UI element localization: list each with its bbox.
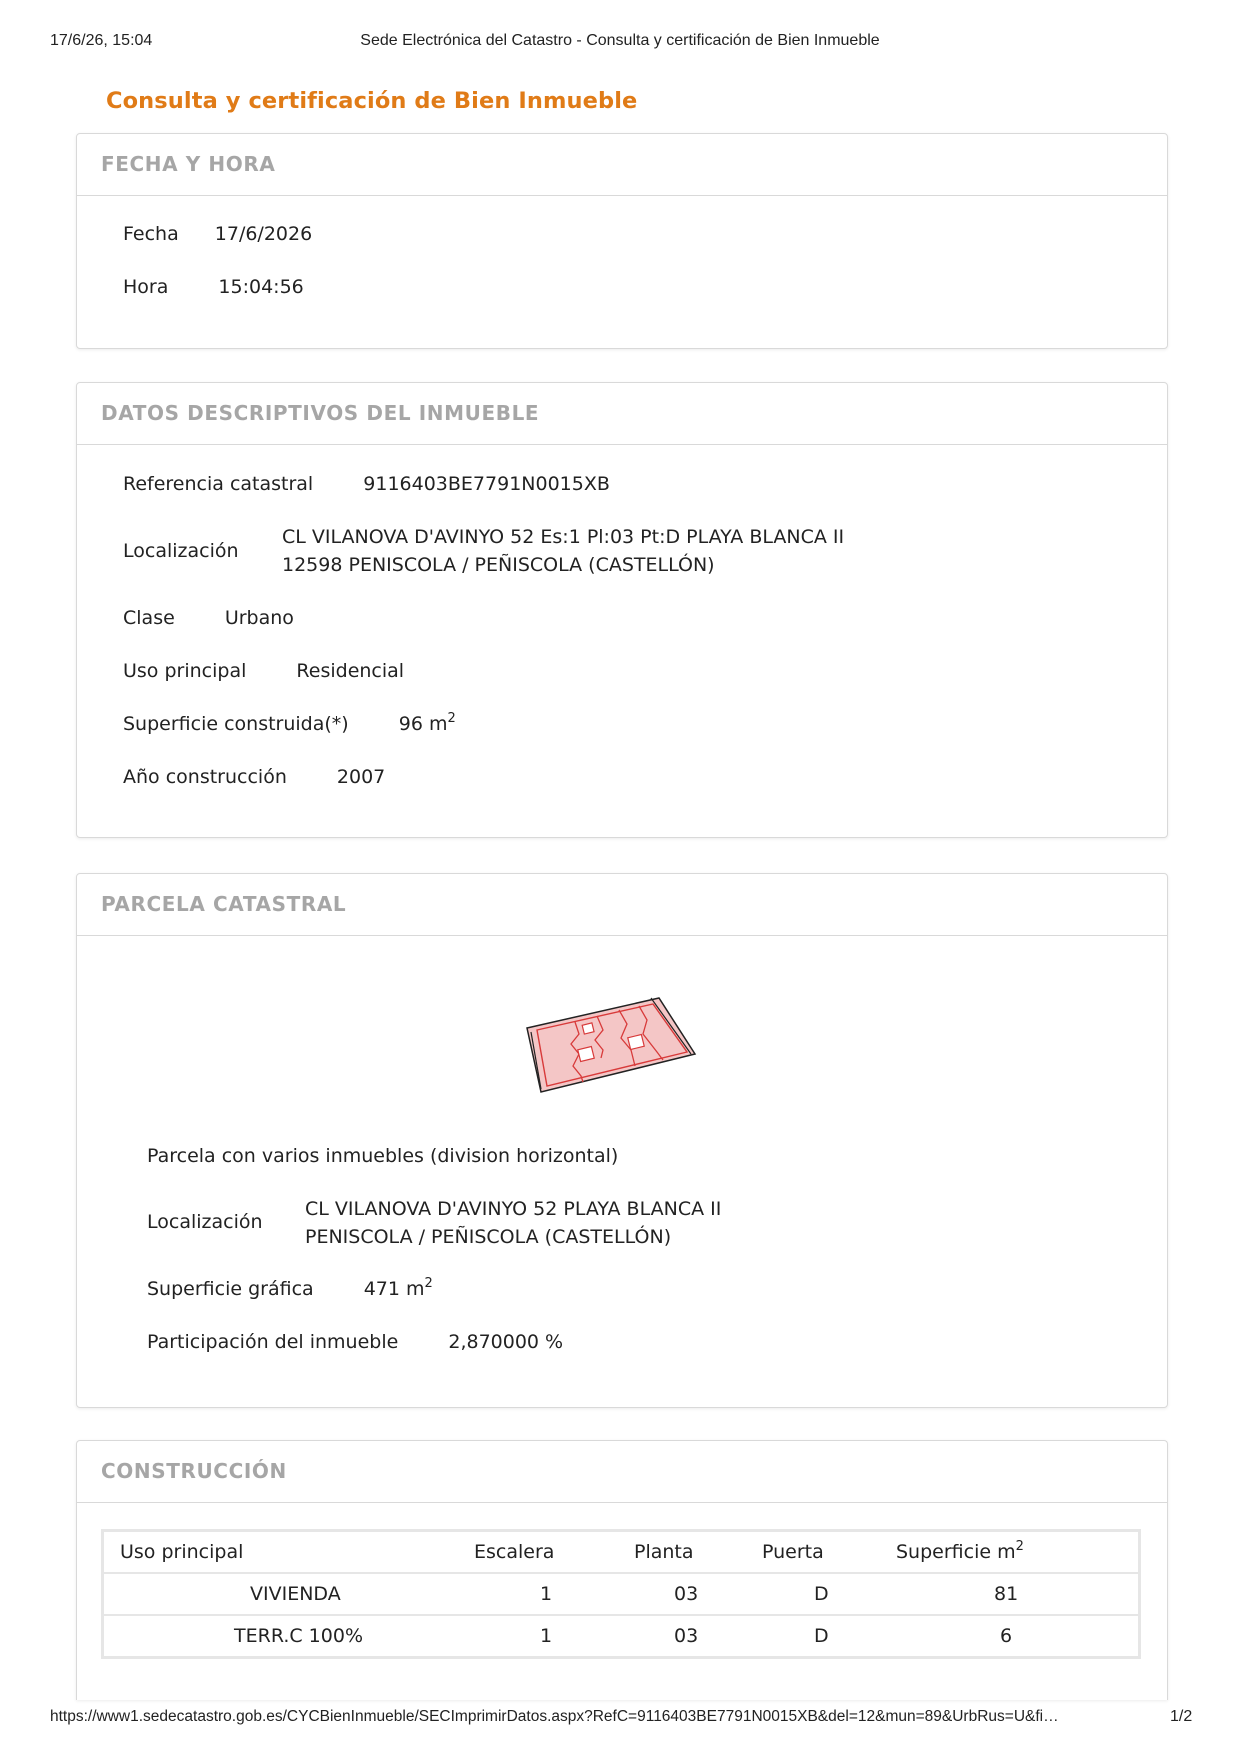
construccion-heading: CONSTRUCCIÓN [101, 1459, 287, 1483]
parcela-part-value: 2,870000 % [448, 1331, 564, 1353]
localizacion-line1: CL VILANOVA D'AVINYO 52 Es:1 Pl:03 Pt:D PLAYA BLANCA II [282, 526, 845, 548]
cell-superficie: 81 [896, 1573, 1140, 1615]
parcel-plan-icon [523, 994, 713, 1104]
panel-heading [77, 134, 1167, 196]
parcela-sup-row [147, 1278, 433, 1300]
superficie-value [399, 713, 456, 735]
localizacion-label: Localización [123, 540, 239, 562]
col-puerta: Puerta [762, 1531, 896, 1574]
clase-value: Urbano [224, 607, 294, 629]
referencia-row [123, 473, 610, 495]
parcela-desc: Parcela con varios inmuebles (division horizontal) [147, 1145, 619, 1167]
cell-puerta: D [762, 1573, 896, 1615]
hora-row [123, 276, 304, 298]
col-uso: Uso principal [103, 1531, 475, 1574]
panel-heading [77, 383, 1167, 445]
clase-row [123, 607, 294, 629]
referencia-label: Referencia catastral [123, 473, 314, 495]
cell-uso: VIVIENDA [103, 1573, 475, 1615]
datos-heading: DATOS DESCRIPTIVOS DEL INMUEBLE [101, 401, 540, 425]
fecha-hora-panel [76, 133, 1168, 349]
cell-planta: 03 [634, 1615, 762, 1658]
parcel-unit [578, 1046, 594, 1061]
anio-label: Año construcción [123, 766, 287, 788]
anio-row [123, 766, 385, 788]
uso-value: Residencial [296, 660, 405, 682]
fecha-label: Fecha [123, 223, 179, 245]
parcela-sup-value [364, 1278, 433, 1300]
cell-planta: 03 [634, 1573, 762, 1615]
construccion-table [101, 1529, 1141, 1659]
table-row [103, 1573, 1140, 1615]
superficie-row [123, 713, 456, 735]
anio-value: 2007 [336, 766, 386, 788]
panel-heading [77, 874, 1167, 936]
cell-uso: TERR.C 100% [103, 1615, 475, 1658]
superficie-number: 96 m [398, 713, 448, 735]
parcela-sup-unit-exp: 2 [424, 1276, 433, 1291]
print-datetime: 17/6/26, 15:04 [50, 32, 153, 49]
referencia-value: 9116403BE7791N0015XB [363, 473, 610, 495]
construccion-panel [76, 1440, 1168, 1700]
col-escalera: Escalera [474, 1531, 634, 1574]
col-planta: Planta [634, 1531, 762, 1574]
col-superficie-label: Superficie m [896, 1541, 1016, 1563]
table-header-row [103, 1531, 1140, 1574]
hora-label: Hora [123, 276, 169, 298]
cell-escalera: 1 [474, 1573, 634, 1615]
superficie-label: Superficie construida(*) [123, 713, 349, 735]
page-title: Consulta y certificación de Bien Inmueble [106, 88, 638, 114]
fecha-value: 17/6/2026 [214, 223, 313, 245]
parcela-panel [76, 873, 1168, 1408]
parcel-unit [628, 1034, 644, 1049]
panel-heading [77, 1441, 1167, 1503]
cell-escalera: 1 [474, 1615, 634, 1658]
print-header [0, 32, 1240, 54]
parcela-heading: PARCELA CATASTRAL [101, 892, 347, 916]
datos-panel [76, 382, 1168, 838]
hora-value: 15:04:56 [218, 276, 304, 298]
parcela-sup-label: Superficie gráfica [147, 1278, 314, 1300]
print-footer [0, 1708, 1240, 1730]
cell-superficie: 6 [896, 1615, 1140, 1658]
uso-row [123, 660, 404, 682]
superficie-unit-exp: 2 [447, 711, 456, 726]
fecha-row [123, 223, 312, 245]
print-page-number: 1/2 [1170, 1708, 1193, 1725]
parcela-loc-label: Localización [147, 1211, 263, 1233]
clase-label: Clase [123, 607, 175, 629]
parcela-loc-line1: CL VILANOVA D'AVINYO 52 PLAYA BLANCA II [305, 1198, 722, 1220]
parcela-part-label: Participación del inmueble [147, 1331, 399, 1353]
parcela-sup-number: 471 m [363, 1278, 425, 1300]
col-superficie [896, 1531, 1140, 1574]
localizacion-line2: 12598 PENISCOLA / PEÑISCOLA (CASTELLÓN) [282, 554, 715, 576]
parcela-loc-line2: PENISCOLA / PEÑISCOLA (CASTELLÓN) [305, 1226, 672, 1248]
col-superficie-exp: 2 [1015, 1539, 1024, 1554]
cell-puerta: D [762, 1615, 896, 1658]
uso-label: Uso principal [123, 660, 247, 682]
print-url: https://www1.sedecatastro.gob.es/CYCBienInmueble/SECImprimirDatos.aspx?RefC=9116403BE7791N0015XB&del=12&mun=89&UrbRus=U&fi… [50, 1708, 1059, 1725]
fecha-hora-heading: FECHA Y HORA [101, 152, 276, 176]
table-row [103, 1615, 1140, 1658]
parcela-part-row [147, 1331, 563, 1353]
parcel-unit [582, 1023, 594, 1034]
print-page-title: Sede Electrónica del Catastro - Consulta y certificación de Bien Inmueble [360, 32, 880, 49]
